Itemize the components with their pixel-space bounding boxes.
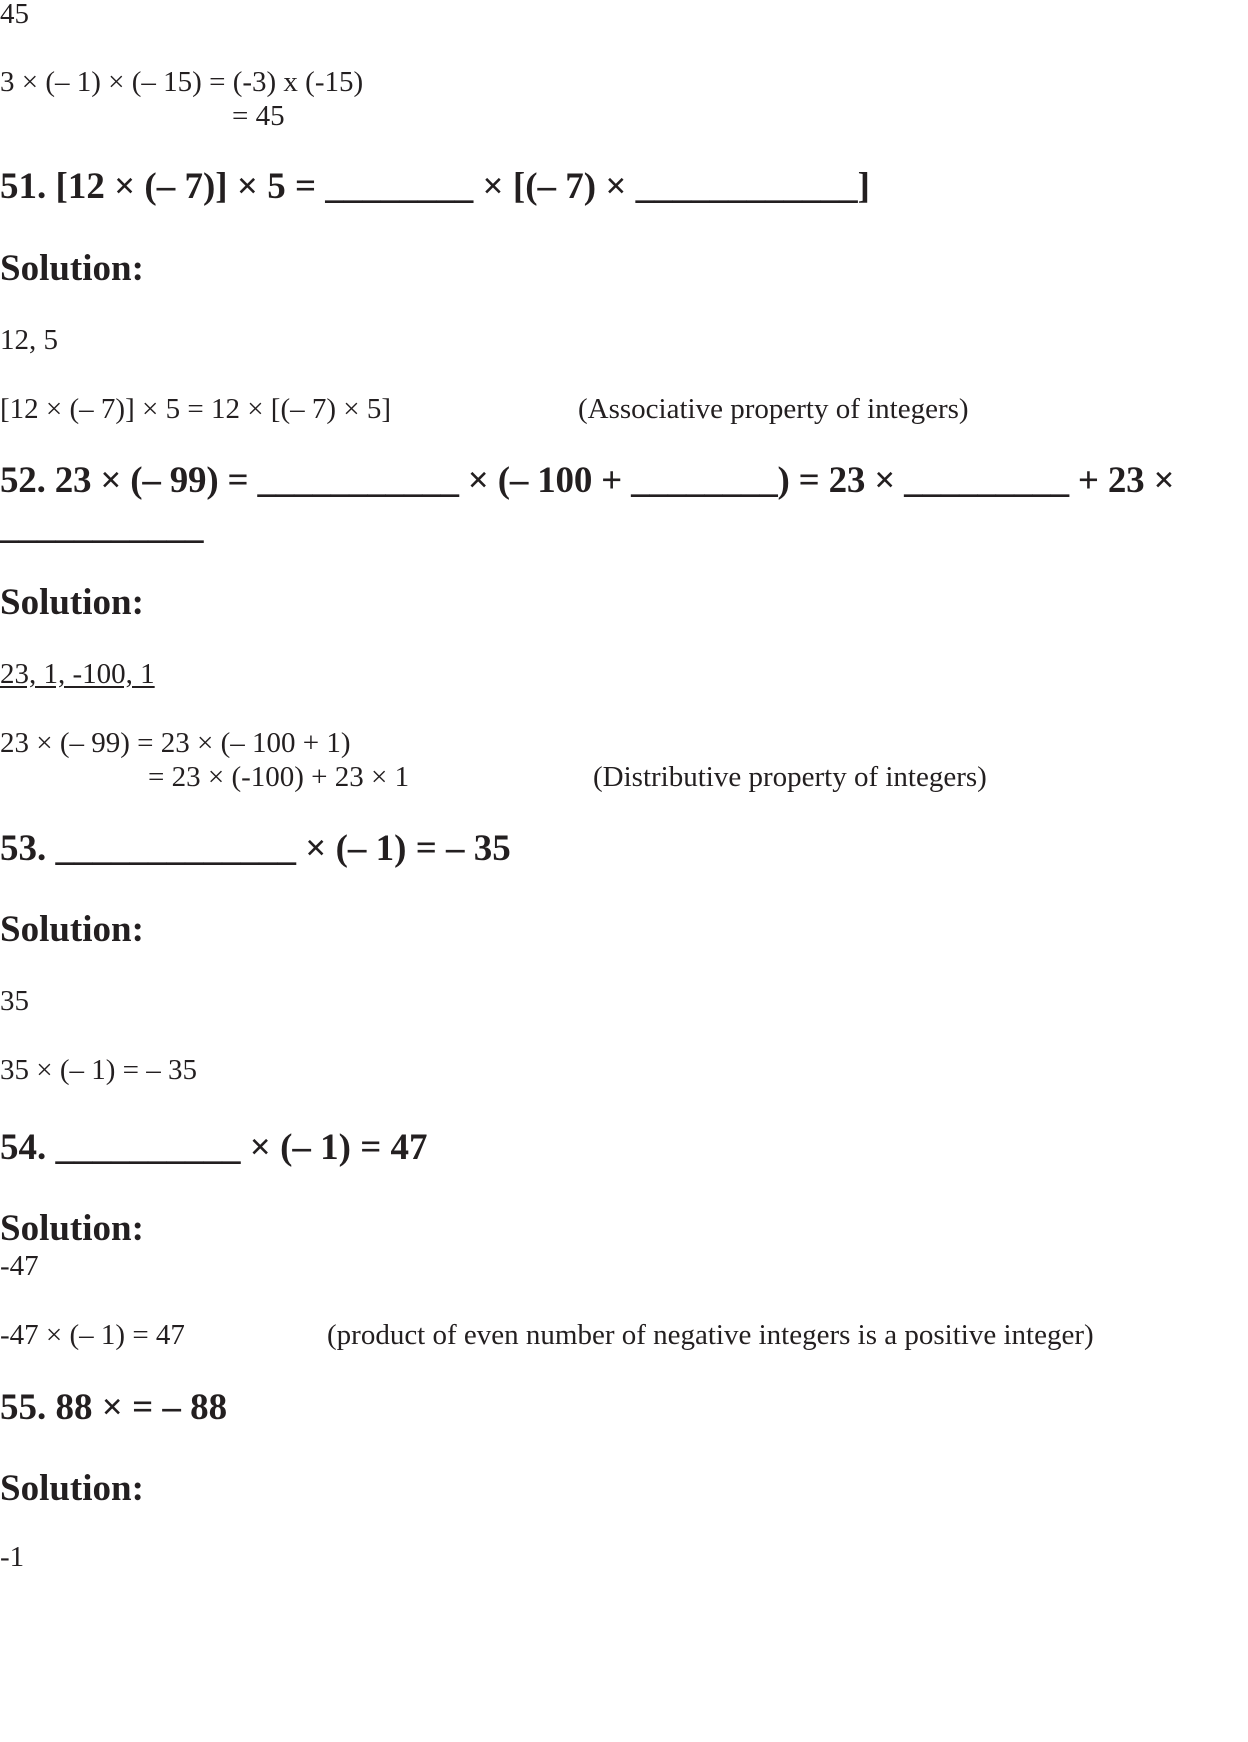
question-52-line-1: 52. 23 × (– 99) = ___________ × (– 100 + ________) = 23 × _________ + 23 × <box>0 460 1175 501</box>
solution-label-55: Solution: <box>0 1468 144 1509</box>
answer-55: -1 <box>0 1541 25 1573</box>
previous-work-line-2: = 45 <box>232 100 285 132</box>
work-52-line-2: = 23 × (-100) + 23 × 1 <box>148 761 410 793</box>
work-51: [12 × (– 7)] × 5 = 12 × [(– 7) × 5] <box>0 393 392 425</box>
note-54: (product of even number of negative integers is a positive integer) <box>327 1319 1094 1351</box>
solution-label-51: Solution: <box>0 248 144 289</box>
solution-label-53: Solution: <box>0 909 144 950</box>
previous-work-line-1: 3 × (– 1) × (– 15) = (-3) x (-15) <box>0 66 364 98</box>
question-55: 55. 88 × = – 88 <box>0 1387 228 1428</box>
note-51: (Associative property of integers) <box>578 393 969 425</box>
answer-54: -47 <box>0 1250 39 1282</box>
work-52-line-1: 23 × (– 99) = 23 × (– 100 + 1) <box>0 727 351 759</box>
solution-label-54: Solution: <box>0 1208 144 1249</box>
question-54: 54. __________ × (– 1) = 47 <box>0 1127 428 1168</box>
question-52-line-2: ___________ <box>0 506 204 547</box>
previous-answer: 45 <box>0 0 29 30</box>
answer-52: 23, 1, -100, 1 <box>0 658 155 690</box>
solution-label-52: Solution: <box>0 582 144 623</box>
answer-51: 12, 5 <box>0 324 58 356</box>
work-53: 35 × (– 1) = – 35 <box>0 1054 198 1086</box>
note-52: (Distributive property of integers) <box>593 761 987 793</box>
work-54: -47 × (– 1) = 47 <box>0 1319 185 1351</box>
question-51: 51. [12 × (– 7)] × 5 = ________ × [(– 7) × ____________] <box>0 166 870 207</box>
answer-53: 35 <box>0 985 29 1017</box>
question-53: 53. _____________ × (– 1) = – 35 <box>0 828 511 869</box>
